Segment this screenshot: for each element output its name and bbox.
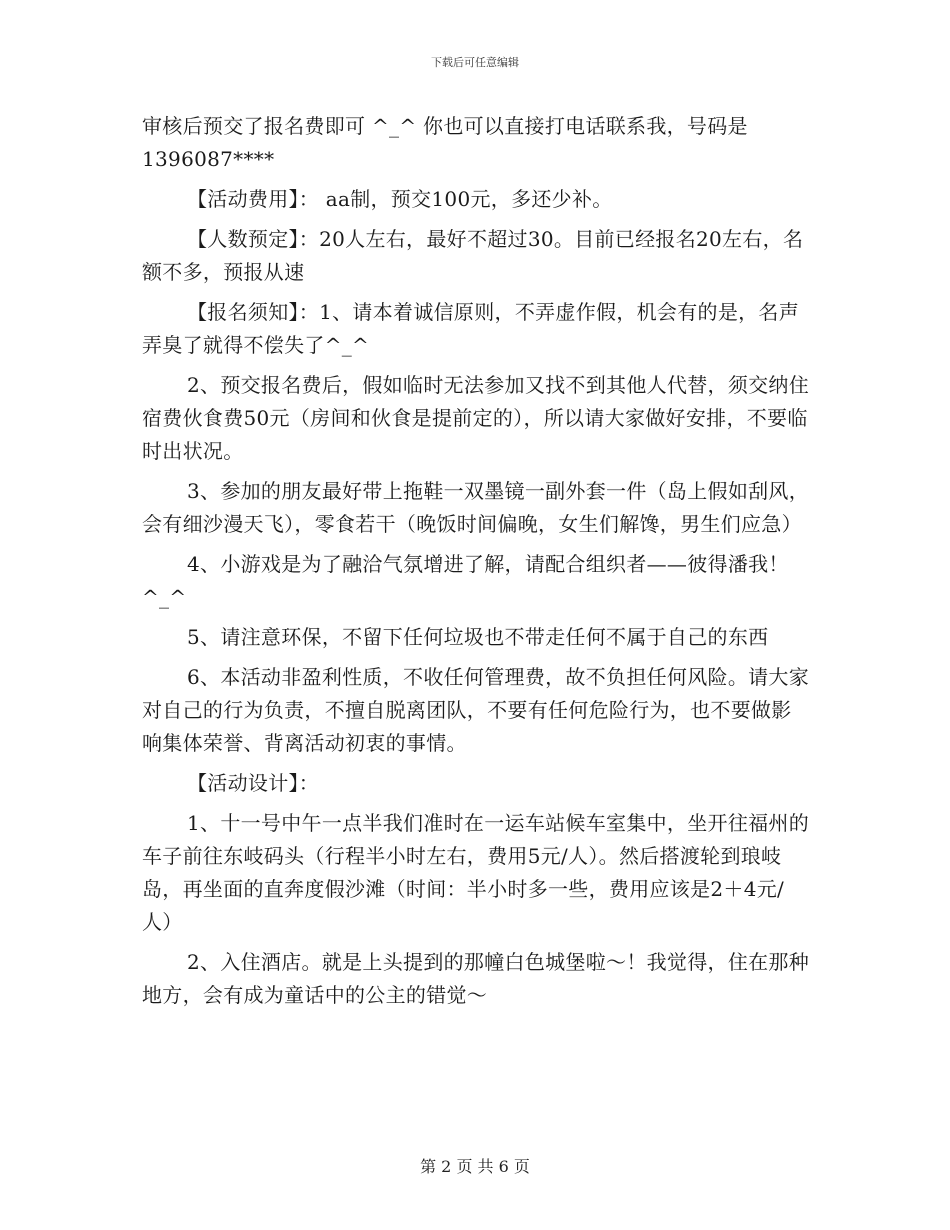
paragraph-registration-notice: 【报名须知】：1、请本着诚信原则，不弄虚作假，机会有的是，名声弄臭了就得不偿失了^_^	[142, 300, 800, 357]
paragraph-headcount: 【人数预定】：20人左右，最好不超过30。目前已经报名20左右，名额不多，预报从速	[142, 227, 804, 284]
paragraph-activity-cost: 【活动费用】： aa制，预交100元，多还少补。	[187, 187, 613, 211]
paragraph-activity-design-heading: 【活动设计】：	[187, 771, 320, 795]
paragraph-notice-3: 3、参加的朋友最好带上拖鞋一双墨镜一副外套一件（岛上假如刮风，会有细沙漫天飞），零食若干（晚饭时间偏晚，女生们解馋，男生们应急）	[142, 479, 810, 536]
paragraph-notice-5: 5、请注意环保，不留下任何垃圾也不带走任何不属于自己的东西	[187, 625, 769, 649]
paragraph-notice-2: 2、预交报名费后，假如临时无法参加又找不到其他人代替，须交纳住宿费伙食费50元（房间和伙食是提前定的），所以请大家做好安排，不要临时出状况。	[142, 373, 810, 463]
document-body	[142, 110, 810, 1019]
paragraph-notice-6: 6、本活动非盈利性质，不收任何管理费，故不负担任何风险。请大家对自己的行为负责，不擅自脱离团队，不要有任何危险行为，也不要做影响集体荣誉、背离活动初衷的事情。	[142, 665, 810, 755]
page-header: 下载后可任意编辑	[431, 56, 519, 69]
paragraph-design-1: 1、十一号中午一点半我们准时在一运车站候车室集中，坐开往福州的车子前往东岐码头（行程半小时左右，费用5元/人）。然后搭渡轮到琅岐岛，再坐面的直奔度假沙滩（时间：半小时多一些，费用应该是2＋4元/人）	[142, 811, 810, 934]
paragraph-registration-contact: 审核后预交了报名费即可 ^_^ 你也可以直接打电话联系我，号码是 1396087****	[142, 114, 748, 171]
page-footer: 第 2 页 共 6 页	[420, 1157, 530, 1176]
paragraph-notice-4: 4、小游戏是为了融洽气氛增进了解，请配合组织者——彼得潘我！^_^	[142, 552, 789, 609]
paragraph-design-2: 2、入住酒店。就是上头提到的那幢白色城堡啦～！我觉得，住在那种地方，会有成为童话中的公主的错觉～	[142, 950, 810, 1007]
